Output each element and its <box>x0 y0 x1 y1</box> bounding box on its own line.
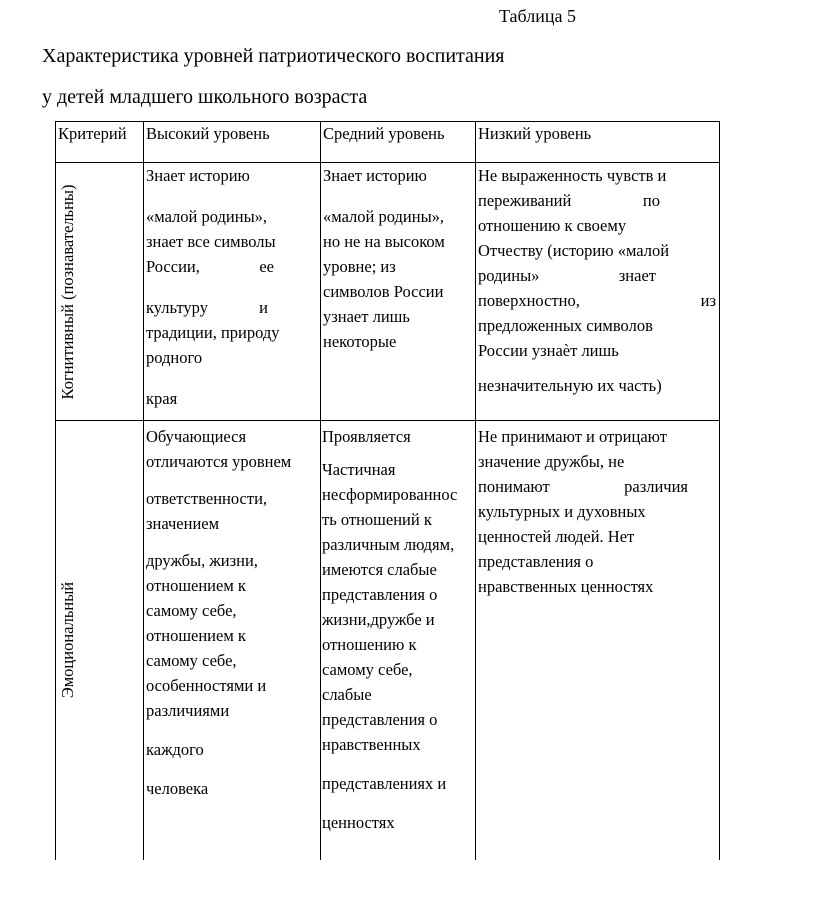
criterion-emotional: Эмоциональный <box>58 581 77 699</box>
cell-line: слабые <box>322 685 372 704</box>
cell-line: самому себе, <box>146 601 237 620</box>
cell-line: представлениях и <box>322 774 447 793</box>
cell-line: различия <box>624 477 688 496</box>
cell-line: понимают <box>478 477 550 496</box>
cell-line: поверхностно, <box>478 291 580 310</box>
cell-line: Частичная <box>322 460 396 479</box>
cell-line: нравственных <box>322 735 421 754</box>
cell-line: переживаний <box>478 191 572 210</box>
table-row-divider <box>55 420 720 421</box>
table-col-divider-2 <box>320 121 321 860</box>
cell-line: «малой родины», <box>323 207 445 226</box>
cell-line: самому себе, <box>322 660 413 679</box>
cell-line: незначительную их часть) <box>478 376 662 395</box>
cell-line: предложенных символов <box>478 316 653 335</box>
cell-line: самому себе, <box>146 651 237 670</box>
cell-line: Знает историю <box>146 166 250 185</box>
cell-line: из <box>700 291 716 310</box>
cell-line: России узнаѐт лишь <box>478 341 619 360</box>
cell-line: Отчеству (историю «малой <box>478 241 670 260</box>
header-medium-level: Средний уровень <box>323 124 445 143</box>
cell-line: узнает лишь <box>323 307 410 326</box>
cell-line: значением <box>146 514 220 533</box>
cell-line: отношению к <box>322 635 417 654</box>
cell-line: но не на высоком <box>323 232 445 251</box>
cell-line: несформированнос <box>322 485 458 504</box>
cell-line: различиями <box>146 701 230 720</box>
cell-emotional-low <box>478 424 718 599</box>
cell-line: человека <box>146 779 209 798</box>
cell-line: представления о <box>322 585 438 604</box>
table-border-top <box>55 121 720 122</box>
cell-line: культуру <box>146 298 208 317</box>
cell-line: ть отношений к <box>322 510 432 529</box>
cell-line: ценностях <box>322 813 395 832</box>
table-number: Таблица 5 <box>499 6 576 26</box>
header-low-level: Низкий уровень <box>478 124 592 143</box>
cell-cognitive-high <box>146 163 298 411</box>
cell-line: нравственных ценностях <box>478 577 654 596</box>
cell-line: края <box>146 389 178 408</box>
table-border-left <box>55 121 56 860</box>
cell-line: Не выраженность чувств и <box>478 166 667 185</box>
table-col-divider-1 <box>143 121 144 860</box>
cell-line: каждого <box>146 740 204 759</box>
cell-line: некоторые <box>323 332 397 351</box>
cell-line: знает все символы <box>146 232 276 251</box>
cell-line: представления о <box>322 710 438 729</box>
cell-line: ценностей людей. Нет <box>478 527 635 546</box>
cell-line: дружбы, жизни, <box>146 551 258 570</box>
cell-line: России, <box>146 257 200 276</box>
cell-line: различным людям, <box>322 535 455 554</box>
cell-line: уровне; из <box>323 257 396 276</box>
cell-line: ее <box>259 257 274 276</box>
cell-line: традиции, природу <box>146 323 280 342</box>
cell-cognitive-medium <box>323 163 473 354</box>
table-border-right <box>719 121 720 860</box>
cell-line: родного <box>146 348 203 367</box>
cell-line: отличаются уровнем <box>146 452 292 471</box>
cell-line: особенностями и <box>146 676 267 695</box>
cell-line: отношением к <box>146 626 246 645</box>
cell-line: представления о <box>478 552 594 571</box>
header-high-level: Высокий уровень <box>146 124 270 143</box>
cell-line: Не принимают и отрицают <box>478 427 667 446</box>
cell-line: культурных и духовных <box>478 502 646 521</box>
cell-line: Знает историю <box>323 166 427 185</box>
cell-line: и <box>259 298 268 317</box>
cell-emotional-high <box>146 424 306 801</box>
cell-line: Обучающиеся <box>146 427 247 446</box>
criterion-cognitive: Когнитивный (познавательны) <box>58 184 77 400</box>
cell-line: родины» <box>478 266 540 285</box>
cell-line: по <box>642 191 660 210</box>
title-line-2: у детей младшего школьного возраста <box>42 86 368 108</box>
cell-line: Проявляется <box>322 427 411 446</box>
cell-emotional-medium <box>322 424 474 835</box>
cell-line: жизни,дружбе и <box>322 610 435 629</box>
cell-line: значение дружбы, не <box>478 452 625 471</box>
table-col-divider-3 <box>475 121 476 860</box>
title-line-1: Характеристика уровней патриотического воспитания <box>42 45 505 67</box>
cell-line: символов России <box>323 282 444 301</box>
cell-line: имеются слабые <box>322 560 437 579</box>
cell-line: знает <box>618 266 656 285</box>
cell-line: отношению к своему <box>478 216 627 235</box>
cell-line: «малой родины», <box>146 207 268 226</box>
cell-line: ответственности, <box>146 489 268 508</box>
header-criterion: Критерий <box>58 124 127 143</box>
cell-cognitive-low <box>478 163 716 398</box>
cell-line: отношением к <box>146 576 246 595</box>
